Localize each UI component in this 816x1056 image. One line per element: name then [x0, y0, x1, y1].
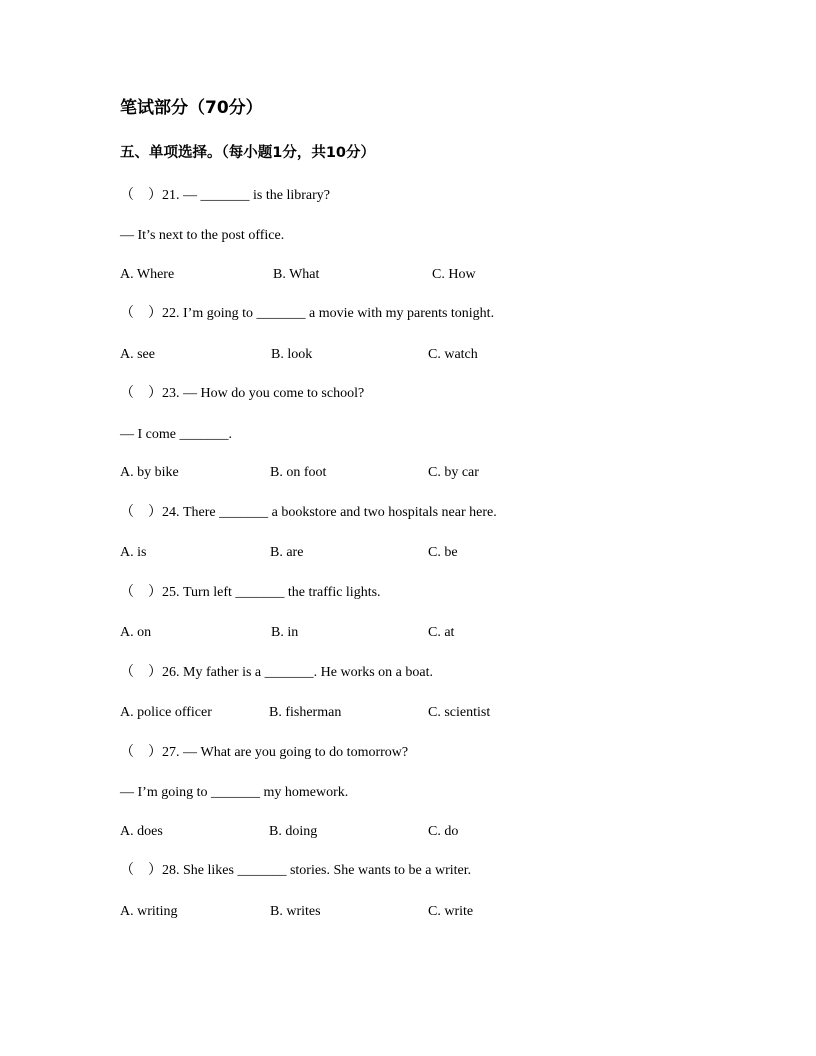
question-27-option-c: C. do	[428, 824, 459, 839]
question-28-option-b: B. writes	[270, 904, 321, 919]
question-28-option-a: A. writing	[120, 904, 178, 919]
page-title: 笔试部分（70分）	[120, 98, 263, 118]
section-heading: 五、单项选择。（每小题1分，共10分）	[120, 145, 376, 161]
question-22-option-a: A. see	[120, 347, 155, 362]
question-24-option-a: A. is	[120, 545, 147, 560]
question-26-option-c: C. scientist	[428, 705, 491, 720]
question-21-reply: — It’s next to the post office.	[120, 228, 285, 243]
question-25-option-a: A. on	[120, 625, 152, 640]
question-27-stem: （ ）27. — What are you going to do tomorrow?	[120, 745, 409, 760]
question-25-option-c: C. at	[428, 625, 455, 640]
question-24-option-c: C. be	[428, 545, 458, 560]
question-23-reply: — I come _______.	[120, 427, 232, 442]
question-22-stem: （ ）22. I’m going to _______ a movie with my parents tonight.	[120, 306, 495, 321]
question-21-option-b: B. What	[273, 267, 320, 282]
question-27-option-a: A. does	[120, 824, 163, 839]
question-23-option-b: B. on foot	[270, 465, 327, 480]
question-28-stem: （ ）28. She likes _______ stories. She wants to be a writer.	[120, 863, 472, 878]
question-21-option-a: A. Where	[120, 267, 175, 282]
question-22-option-c: C. watch	[428, 347, 478, 362]
question-26-option-a: A. police officer	[120, 705, 212, 720]
question-27-option-b: B. doing	[269, 824, 318, 839]
question-25-option-b: B. in	[271, 625, 299, 640]
question-25-stem: （ ）25. Turn left _______ the traffic lights.	[120, 585, 381, 600]
question-21-stem: （ ）21. — _______ is the library?	[120, 188, 330, 203]
question-21-option-c: C. How	[432, 267, 476, 282]
question-26-stem: （ ）26. My father is a _______. He works on a boat.	[120, 665, 434, 680]
question-22-option-b: B. look	[271, 347, 313, 362]
question-23-option-c: C. by car	[428, 465, 479, 480]
question-27-reply: — I’m going to _______ my homework.	[120, 785, 349, 800]
question-28-option-c: C. write	[428, 904, 474, 919]
question-24-option-b: B. are	[270, 545, 304, 560]
question-23-option-a: A. by bike	[120, 465, 179, 480]
question-24-stem: （ ）24. There _______ a bookstore and two hospitals near here.	[120, 505, 497, 520]
question-23-stem: （ ）23. — How do you come to school?	[120, 386, 365, 401]
question-26-option-b: B. fisherman	[269, 705, 342, 720]
